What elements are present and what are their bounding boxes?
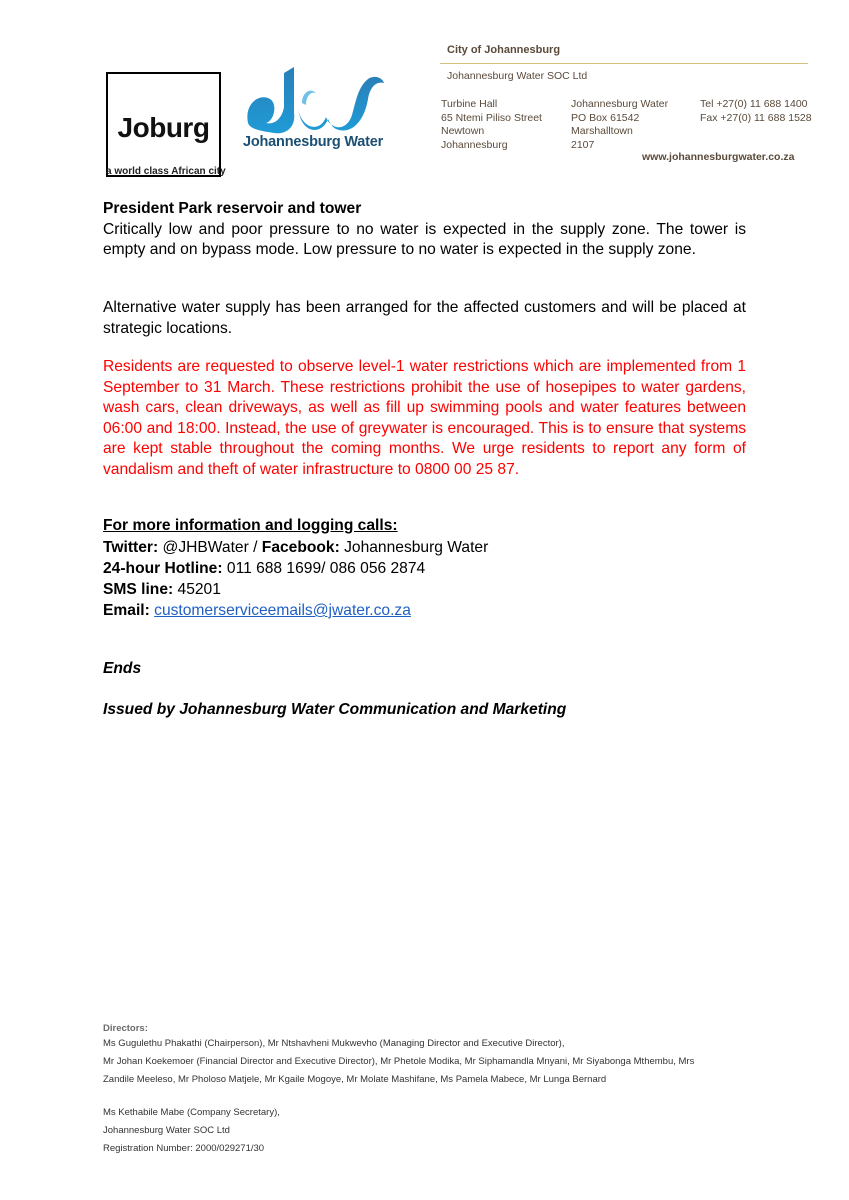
joburg-logo-text: Joburg [117,112,210,143]
issued-by: Issued by Johannesburg Water Communication and Marketing [103,701,567,718]
telephone: Tel +27(0) 11 688 1400 [700,98,808,110]
phone-numbers [700,98,812,125]
company-details [103,1104,280,1158]
postal-line: Johannesburg Water [571,98,669,110]
sms-label: SMS line: [103,581,174,598]
notice-paragraph-2: Alternative water supply has been arranged for the affected customers and will be placed at strategic locations. [103,299,746,337]
website: www.johannesburgwater.co.za [642,151,795,163]
restrictions-paragraph: Residents are requested to observe level-1 water restrictions which are implemented from 1 September to 31 March. These restrictions prohibit the use of hosepipes to water gardens, wash cars, clean driveways, as well as fill up swimming pools and water features between 06:00 and 18:00. Instead, the use of greywater is encouraged. This is to ensure that systems are kept stable throughout the coming months. We urge residents to report any form of vandalism and theft of water infrastructure to 0800 00 25 87. [103,358,746,478]
address-line: Johannesburg [441,138,508,151]
street-address [441,98,542,152]
company-name: Johannesburg Water SOC Ltd [447,70,588,82]
ends-label: Ends [103,660,142,677]
twitter-label: Twitter: [103,539,159,556]
joburg-logo [106,72,221,177]
address-line: Turbine Hall [441,98,498,110]
facebook-label: Facebook: [261,539,340,556]
company-line: Johannesburg Water SOC Ltd [103,1125,230,1136]
email-label: Email: [103,602,150,619]
twitter-value: @JHBWater / [158,539,262,556]
facebook-value: Johannesburg Water [339,539,489,556]
directors-line: Zandile Meeleso, Mr Pholoso Matjele, Mr Kgaile Mogoye, Mr Molate Mashifane, Ms Pamela Mabece, Mr Lunga Bernard [103,1074,607,1085]
email-link[interactable]: customerserviceemails@jwater.co.za [154,602,411,619]
contact-heading: For more information and logging calls: [103,517,398,534]
directors-line: Ms Gugulethu Phakathi (Chairperson), Mr Ntshavheni Mukwevho (Managing Director and Executive Director), [103,1038,565,1049]
joburg-tagline: a world class African city [106,166,226,177]
directors-list [103,1035,694,1089]
contact-info [103,515,488,621]
directors-heading: Directors: [103,1023,148,1034]
sms-value: 45201 [173,581,221,598]
postal-address [571,98,668,152]
notice-title: President Park reservoir and tower [103,200,362,217]
city-name: City of Johannesburg [447,44,561,56]
postal-line: 2107 [571,138,595,151]
fax: Fax +27(0) 11 688 1528 [700,111,812,124]
postal-line: PO Box 61542 [571,111,640,124]
address-line: 65 Ntemi Piliso Street [441,111,542,124]
secretary-line: Ms Kethabile Mabe (Company Secretary), [103,1107,280,1118]
johannesburg-water-logo-text: Johannesburg Water [243,134,384,150]
header-divider [440,63,808,64]
postal-line: Marshalltown [571,125,633,137]
hotline-value: 011 688 1699/ 086 056 2874 [222,560,426,577]
registration-line: Registration Number: 2000/029271/30 [103,1143,265,1154]
notice-section [103,199,746,261]
notice-paragraph-1: Critically low and poor pressure to no water is expected in the supply zone. The tower is empty and on bypass mode. Low pressure to no water is expected in the supply zone. [103,220,746,258]
address-line: Newtown [441,125,485,137]
directors-line: Mr Johan Koekemoer (Financial Director and Executive Director), Mr Phetole Modika, Mr Siphamandla Mnyani, Mr Siyabonga Mthembu, Mrs [103,1056,695,1067]
hotline-label: 24-hour Hotline: [103,560,223,577]
